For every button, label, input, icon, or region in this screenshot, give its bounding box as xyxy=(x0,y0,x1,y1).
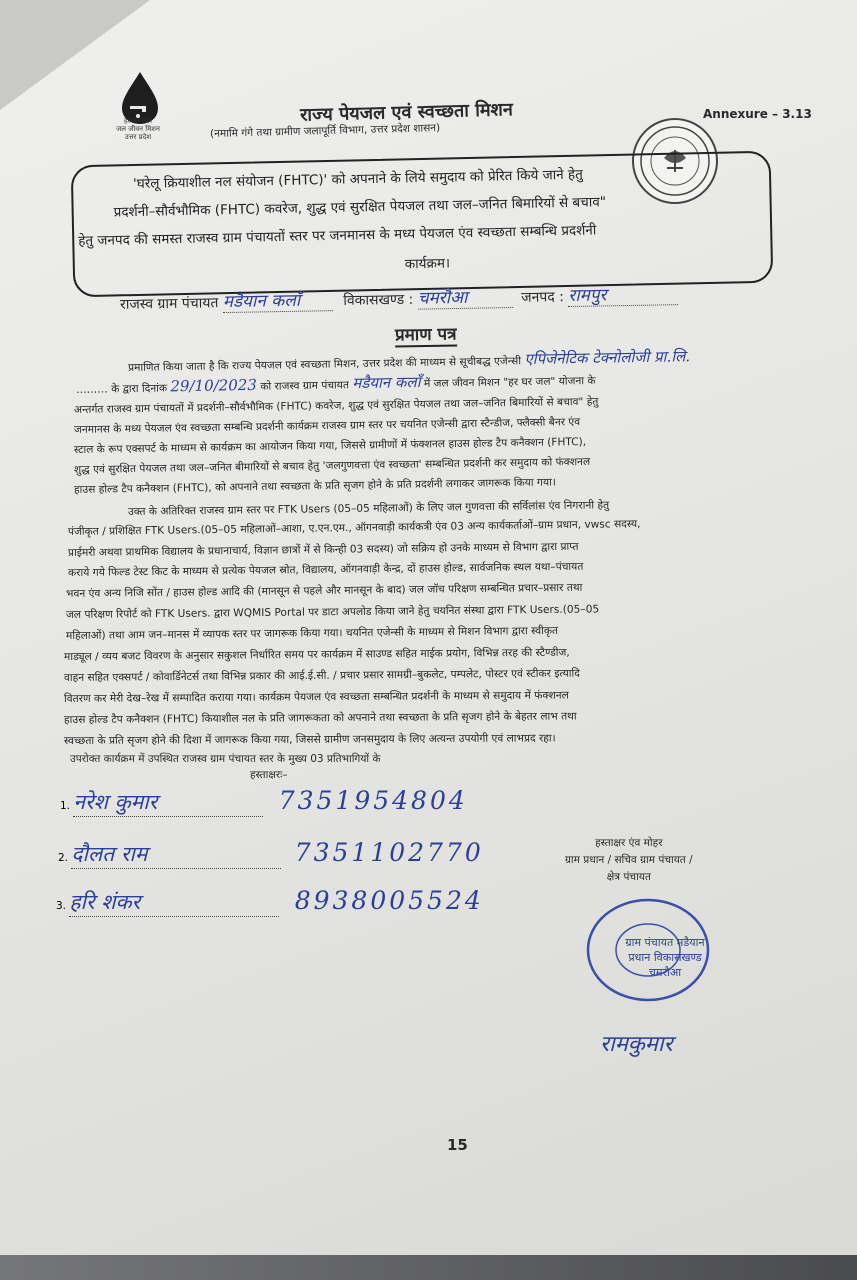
annexure-label: Annexure – 3.13 xyxy=(703,107,812,121)
date-handwritten: 29/10/2023 xyxy=(170,375,258,396)
cert-line-6: शुद्ध एवं सुरक्षित पेयजल तथा जल–जनित बीमारियों से बचाव हेतु 'जलगुणवत्ता एंव स्वच्छता' सम्बन्धित प्रदर्शनी कर समुदाय को फंक्शनल xyxy=(73,455,591,476)
cert-line-14: महिलाओं) तथा आम जन–मानस में व्यापक स्तर पर जागरूक किया गया। चयनित एजेन्सी के माध्यम से मिशन विभाग द्वारा स्वीकृत xyxy=(65,624,559,642)
cert-line-7: हाउस होल्ड टैप कनैक्शन (FHTC), को अपनाने तथा स्वच्छता के प्रति सृजग होने के प्रति प्रदर्शनी लगाकर जागरूक किया गया। xyxy=(73,476,556,496)
cert-line-17: वितरण कर मेरी देख–रेख में सम्पादित कराया गया। कार्यक्रम पेयजल एंव स्वच्छता सम्बन्धित प्रदर्शनी के माध्यम से समुदाय में फंक्शनल xyxy=(63,689,569,705)
cert-line-3: अन्तर्गत राजस्व ग्राम पंचायतों में प्रदर्शनी–सौर्वभौमिक (FHTC) कवरेज, शुद्ध एवं सुरक्षित पेयजल तथा जल–जनित बिमारियों से बचाव" हेतु xyxy=(73,395,599,416)
cert-line-11: कराये गये फिल्ड टेस्ट किट के माध्यम से प्रत्येक पेयजल स्रोत, विद्यालय, ऑगनवाड़ी केन्द्र, दों हाउस होल्ड, सार्वजनिक स्थल यथा–पंचायत xyxy=(67,560,584,579)
seal-label xyxy=(565,835,693,886)
signature-number: 2. xyxy=(58,852,69,864)
cert-line-13: जल परिक्षण रिपोर्ट को FTK Users. द्वारा WQMIS Portal पर डाटा अपलोड किया जाने हेतु चयनित संस्था द्वारा FTK Users.(05–05 xyxy=(65,603,600,621)
seal-label-line-2: ग्राम प्रधान / सचिव ग्राम पंचायत / xyxy=(565,854,693,866)
block-value: चमरौआ xyxy=(418,284,513,310)
district-value: रामपुर xyxy=(568,281,678,307)
signature-name: दौलत राम xyxy=(71,840,281,869)
signature-name: हरि शंकर xyxy=(69,888,279,917)
signatures-label: हस्ताक्षरः– xyxy=(250,769,288,781)
cert-line-12: भवन एंव अन्य निजि सोंत / हाउस होल्ड आदि की (मानसून से पहले और मानसून के बाद) जल जॉच परिक्षण सम्बन्धित प्रचार–प्रसार तथा xyxy=(65,581,583,600)
signature-row xyxy=(58,838,484,869)
signature-phone: 7351954804 xyxy=(278,786,468,815)
signature-phone: 8938005524 xyxy=(294,886,484,915)
signature-name: नरेश कुमार xyxy=(73,788,263,817)
pradhan-signature: रामकुमार xyxy=(600,1032,673,1057)
certificate-title: प्रमाण पत्र xyxy=(395,321,457,347)
stamp-text: ग्राम पंचायत मडैयान प्रधान विकासखण्ड चमरौआ xyxy=(625,936,705,979)
cert-line-2-a: ……… के द्वारा दिनांक xyxy=(75,382,168,396)
agency-handwritten: एपिजेनेटिक टेक्नोलोजी प्रा.लि. xyxy=(524,347,691,369)
signature-number: 3. xyxy=(56,900,67,912)
title-box-line-2: प्रदर्शनी–सौर्वभौमिक (FHTC) कवरेज, शुद्ध एवं सुरक्षित पेयजल तथा जल–जनित बिमारियों से बचाव" xyxy=(113,194,607,221)
signature-row xyxy=(56,886,484,917)
program-title-box xyxy=(71,151,774,298)
cert-line-16: वाहन सहित एक्सपर्ट / कोवार्डिनेटर्स तथा विभिन्न प्रकार की आई.ई.सी. / प्रचार प्रसार सामग्री–बुकलेट, पम्पलेट, पोस्टर एवं स्टीकर इत्यादि xyxy=(63,667,580,684)
cert-line-2-c: में जल जीवन मिशन "हर घर जल" योजना के xyxy=(423,374,596,390)
gp-value: मडैयान कलाँ xyxy=(223,287,333,313)
block-label: विकासखण्ड : xyxy=(343,291,414,309)
gp-handwritten: मडैयान कलाँ xyxy=(352,372,421,393)
logo-caption: हर घर जल जल जीवन मिशन उत्तर प्रदेश xyxy=(116,117,160,141)
title-box-line-1: 'घरेलू क्रियाशील नल संयोजन (FHTC)' को अपनाने के लिये समुदाय को प्रेरित किये जाने हेतु xyxy=(132,166,583,193)
signature-phone: 7351102770 xyxy=(294,838,484,867)
signatures-intro: उपरोक्त कार्यक्रम में उपस्थित राजस्व ग्राम पंचायत स्तर के मुख्य 03 प्रतिभागियों के xyxy=(70,753,381,765)
signature-row xyxy=(60,786,468,817)
district-label: जनपद : xyxy=(521,289,565,306)
mission-title: राज्य पेयजल एवं स्वच्छता मिशन xyxy=(299,99,514,126)
mission-subtitle: (नमामि गंगे तथा ग्रामीण जलापूर्ति विभाग, उत्तर प्रदेश शासन) xyxy=(209,121,441,141)
cert-line-10: प्राईमरी अथवा प्राथमिक विद्यालय के प्रधानाचार्य, विज्ञान छात्रों में से किन्ही 03 सदस्य) जो सक्रिय हो उनके माध्यम से विभाग द्वारा प्राप्त xyxy=(67,540,579,559)
gp-label: राजस्व ग्राम पंचायत xyxy=(119,295,219,313)
title-box-line-3: हेतु जनपद की समस्त राजस्व ग्राम पंचायतों स्तर पर जनमानस के मध्य पेयजल एंव स्वच्छता सम्बन्धि प्रदर्शनी xyxy=(78,222,597,250)
signature-number: 1. xyxy=(60,800,71,812)
page-number: 15 xyxy=(447,1136,468,1154)
cert-line-9: पंजीकृत / प्रशिक्षित FTK Users.(05–05 महिलाओं–आशा, ए.एन.एम., ऑगनवाड़ी कार्यकत्री एंव 03 अन्य कार्यकर्ताओं–ग्राम प्रधान, vwsc सदस्य, xyxy=(67,518,641,538)
cert-line-8: उक्त के अतिरिक्त राजस्व ग्राम स्तर पर FTK Users (05–05 महिलाओं) के लिए जल गुणवत्ता की सर्विलांस एंव निगरानी हेतु xyxy=(127,499,610,518)
cert-line-4: जनमानस के मध्य पेयजल एंव स्वच्छता सम्बन्धि प्रदर्शनी कार्यक्रम राजस्व ग्राम स्तर पर चयनित एजेन्सी द्वारा स्टैन्डीज, फ्लैक्सी बैनर एंव xyxy=(73,416,581,436)
seal-label-line-1: हस्ताक्षर एंव मोहर xyxy=(595,837,663,849)
cert-line-5: स्टाल के रूप एक्सपर्ट के माध्यम से कार्यक्रम का आयोजन किया गया, जिससे ग्रामीणों में फंक्शनल हाउस होल्ड टैप कनैक्शन (FHTC), xyxy=(73,435,587,456)
cert-line-15: माड्यूल / व्यय बजट विवरण के अनुसार सकुशल निर्धारित समय पर कार्यक्रम में साउण्ड सहित माईक प्रयोग, विभिन्न तरह की स्टैण्डीज, xyxy=(63,646,570,663)
page-edge-shadow xyxy=(0,1255,857,1280)
cert-line-2-b: को राजस्व ग्राम पंचायत xyxy=(260,379,350,393)
seal-label-line-3: क्षेत्र पंचायत xyxy=(606,871,651,883)
title-box-line-4: कार्यक्रम। xyxy=(404,255,451,273)
cert-line-1-text: प्रमाणित किया जाता है कि राज्य पेयजल एवं स्वच्छता मिशन, उत्तर प्रदेश की माध्यम से सूचीबद्ध एजेन्सी xyxy=(127,355,522,374)
cert-line-18: हाउस होल्ड टैप कनैक्शन (FHTC) कियाशील नल के प्रति जागरूकता को अपनाने तथा स्वच्छता के प्रति सृजग होने के बेहतर लाभ तथा xyxy=(63,710,577,726)
cert-line-19: स्वच्छता के प्रति सृजग होने की दिशा में जागरूक किया गया, जिससे ग्रामीण जनसमुदाय के लिए अत्यन्त उपयोगी एवं लाभप्रद रहा। xyxy=(63,732,556,747)
